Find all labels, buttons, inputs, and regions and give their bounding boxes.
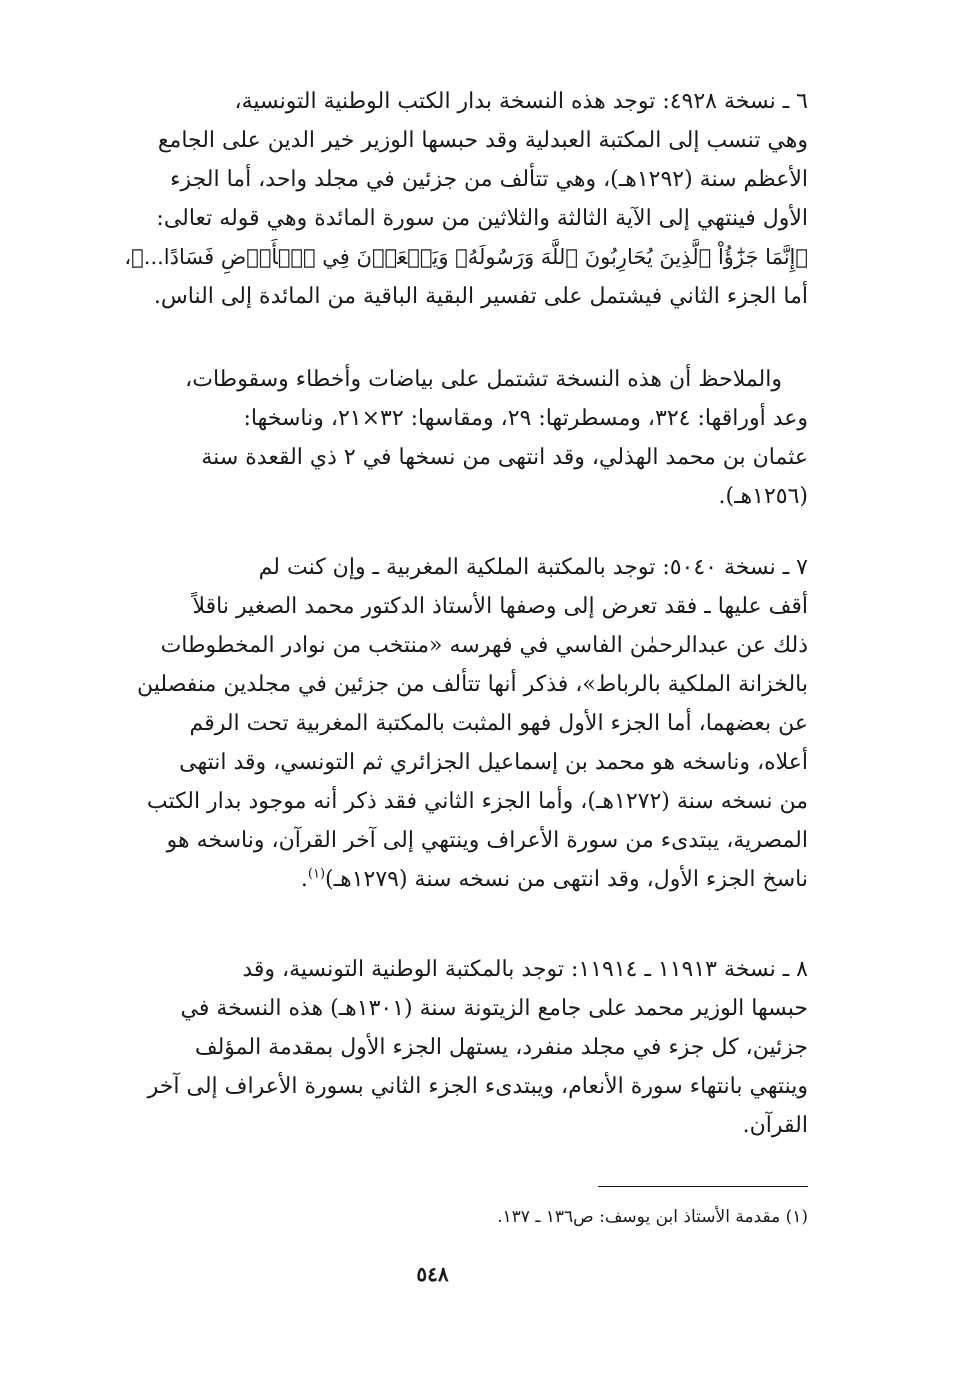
text-line: ٧ ـ نسخة ٥٠٤٠: توجد بالمكتبة الملكية المغربية ـ وإن كنت لم: [258, 555, 808, 580]
text-line: المصرية، يبتدىء من سورة الأعراف وينتهي إلى آخر القرآن، وناسخه هو: [166, 828, 808, 853]
footnote-reference[interactable]: (١): [307, 866, 326, 882]
footnote: (١) مقدمة الأستاذ ابن يوسف: ص١٣٦ ـ ١٣٧.: [497, 1207, 808, 1227]
paragraph-manuscript-6: [58, 82, 808, 316]
text-line: بالخزانة الملكية بالرباط»، فذكر أنها تتألف من جزئين في مجلدين منفصلين: [137, 672, 808, 697]
text-line: أعلاه، وناسخه هو محمد بن إسماعيل الجزائري ثم التونسي، وقد انتهى: [179, 750, 808, 775]
text-line: وعد أوراقها: ٣٢٤، ومسطرتها: ٢٩، ومقاسها: ٣٢×٢١، وناسخها:: [243, 406, 808, 431]
paragraph-notes: [58, 360, 808, 516]
text-line: (١٢٥٦هـ).: [718, 484, 808, 509]
paragraph-manuscript-8: [58, 950, 808, 1145]
text-line: الأعظم سنة (١٢٩٢هـ)، وهي تتألف من جزئين في مجلد واحد، أما الجزء: [170, 167, 808, 192]
text-line-body: ناسخ الجزء الأول، وقد انتهى من نسخه سنة (١٢٧٩هـ): [325, 867, 808, 892]
text-line: ذلك عن عبدالرحمٰن الفاسي في فهرسه «منتخب من نوادر المخطوطات: [160, 633, 808, 658]
footnote-divider: [598, 1186, 808, 1187]
text-line: والملاحظ أن هذه النسخة تشتمل على بياضات وأخطاء وسقوطات،: [185, 367, 782, 392]
text-line: حبسها الوزير محمد على جامع الزيتونة سنة (١٣٠١هـ) هذه النسخة في: [180, 996, 808, 1021]
text-line: القرآن.: [742, 1113, 808, 1138]
text-line: ٦ ـ نسخة ٤٩٢٨: توجد هذه النسخة بدار الكتب الوطنية التونسية،: [234, 89, 808, 114]
page-number: ٥٤٨: [416, 1262, 449, 1286]
text-line: الأول فينتهي إلى الآية الثالثة والثلاثين من سورة المائدة وهي قوله تعالى:: [156, 206, 808, 231]
text-line: ٨ ـ نسخة ١١٩١٣ ـ ١١٩١٤: توجد بالمكتبة الوطنية التونسية، وقد: [242, 957, 808, 982]
line-end-punctuation: .: [300, 867, 308, 892]
text-line: وينتهي بانتهاء سورة الأنعام، ويبتدىء الجزء الثاني بسورة الأعراف إلى آخر: [147, 1074, 808, 1099]
text-line: من نسخه سنة (١٢٧٢هـ)، وأما الجزء الثاني فقد ذكر أنه موجود بدار الكتب: [146, 789, 808, 814]
text-line: أما الجزء الثاني فيشتمل على تفسير البقية الباقية من المائدة إلى الناس.: [153, 284, 808, 309]
text-line: عثمان بن محمد الهذلي، وقد انتهى من نسخها في ٢ ذي القعدة سنة: [201, 445, 808, 470]
text-line: وهي تنسب إلى المكتبة العبدلية وقد حبسها الوزير خير الدين على الجامع: [157, 128, 808, 153]
text-line-with-footnote: [58, 860, 808, 899]
quran-verse-line: ﴿إِنَّمَا جَزَٰٓؤُاْ ٱلَّذِينَ يُحَارِبُونَ ٱللَّهَ وَرَسُولَهُۥ وَيَسۡعَوۡنَ فِي ٱلۡأَرۡضِ فَسَادًا...﴾،: [124, 245, 808, 269]
text-line: جزئين، كل جزء في مجلد منفرد، يستهل الجزء الأول بمقدمة المؤلف: [194, 1035, 808, 1060]
paragraph-manuscript-7: [58, 548, 808, 899]
text-line: أقف عليها ـ فقد تعرض إلى وصفها الأستاذ الدكتور محمد الصغير ناقلاً: [192, 594, 808, 619]
text-line: عن بعضهما، أما الجزء الأول فهو المثبت بالمكتبة المغربية تحت الرقم: [189, 711, 808, 736]
